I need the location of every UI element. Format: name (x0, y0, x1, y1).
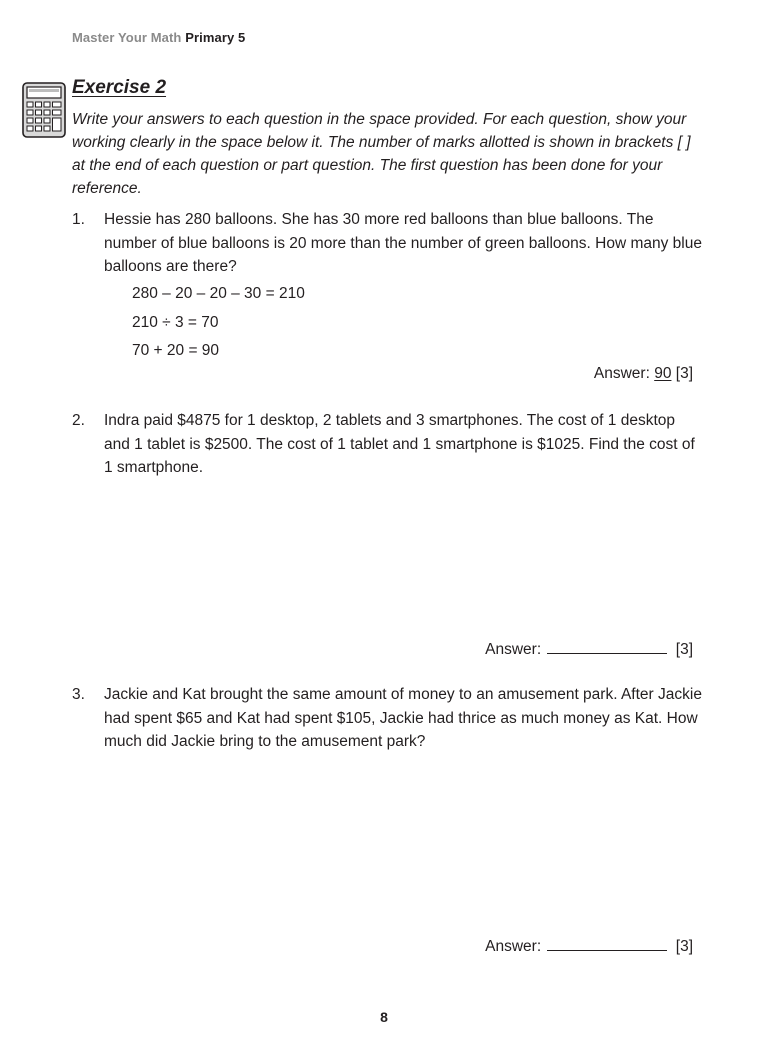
question-text: Jackie and Kat brought the same amount of money to an amusement park. After Jackie had spent $65 and Kat had spent $105, Jackie had thrice as much money as Kat. How much did Jackie bring to the amusement park? (104, 686, 702, 750)
answer-line-2 (485, 639, 693, 659)
marks-label: [3] (675, 938, 693, 955)
marks-label: [3] (675, 365, 693, 382)
question-text: Hessie has 280 balloons. She has 30 more red balloons than blue balloons. The number of blue balloons is 20 more than the number of green balloons. How many blue balloons are there? (104, 211, 702, 275)
marks-label: [3] (675, 641, 693, 658)
series-title: Master Your Math (72, 30, 182, 45)
answer-line-3 (485, 936, 693, 956)
question-1 (72, 208, 702, 279)
page-number: 8 (380, 1009, 388, 1025)
question-number: 1. (72, 211, 85, 228)
question-text: Indra paid $4875 for 1 desktop, 2 tablets and 3 smartphones. The cost of 1 desktop and 1 tablet is $2500. The cost of 1 tablet and 1 smartphone is $1025. Find the cost of 1 smartphone. (104, 412, 695, 476)
answer-label: Answer: (485, 938, 542, 955)
question-number: 3. (72, 686, 85, 703)
exercise-title: Exercise 2 (72, 77, 167, 98)
question-3 (72, 683, 702, 754)
question-2 (72, 409, 702, 480)
answer-line-1 (594, 365, 693, 383)
answer-blank[interactable] (547, 936, 667, 951)
working-line-3: 70 + 20 = 90 (132, 342, 220, 359)
answer-label: Answer: (485, 641, 542, 658)
running-header (72, 30, 245, 45)
question-number: 2. (72, 412, 85, 429)
working-line-1: 280 – 20 – 20 – 30 = 210 (132, 285, 305, 302)
answer-blank[interactable] (547, 639, 667, 654)
grade-label: Primary 5 (185, 30, 246, 45)
answer-label: Answer: (593, 365, 650, 382)
calculator-icon (22, 82, 66, 138)
working-line-2: 210 ÷ 3 = 70 (132, 314, 219, 331)
answer-value: 90 (654, 365, 672, 382)
exercise-instructions: Write your answers to each question in the space provided. For each question, show your working clearly in the space below it. The number of marks allotted is shown in brackets [ ] at the end of each question or part question. The first question has been done for your reference. (72, 111, 691, 197)
